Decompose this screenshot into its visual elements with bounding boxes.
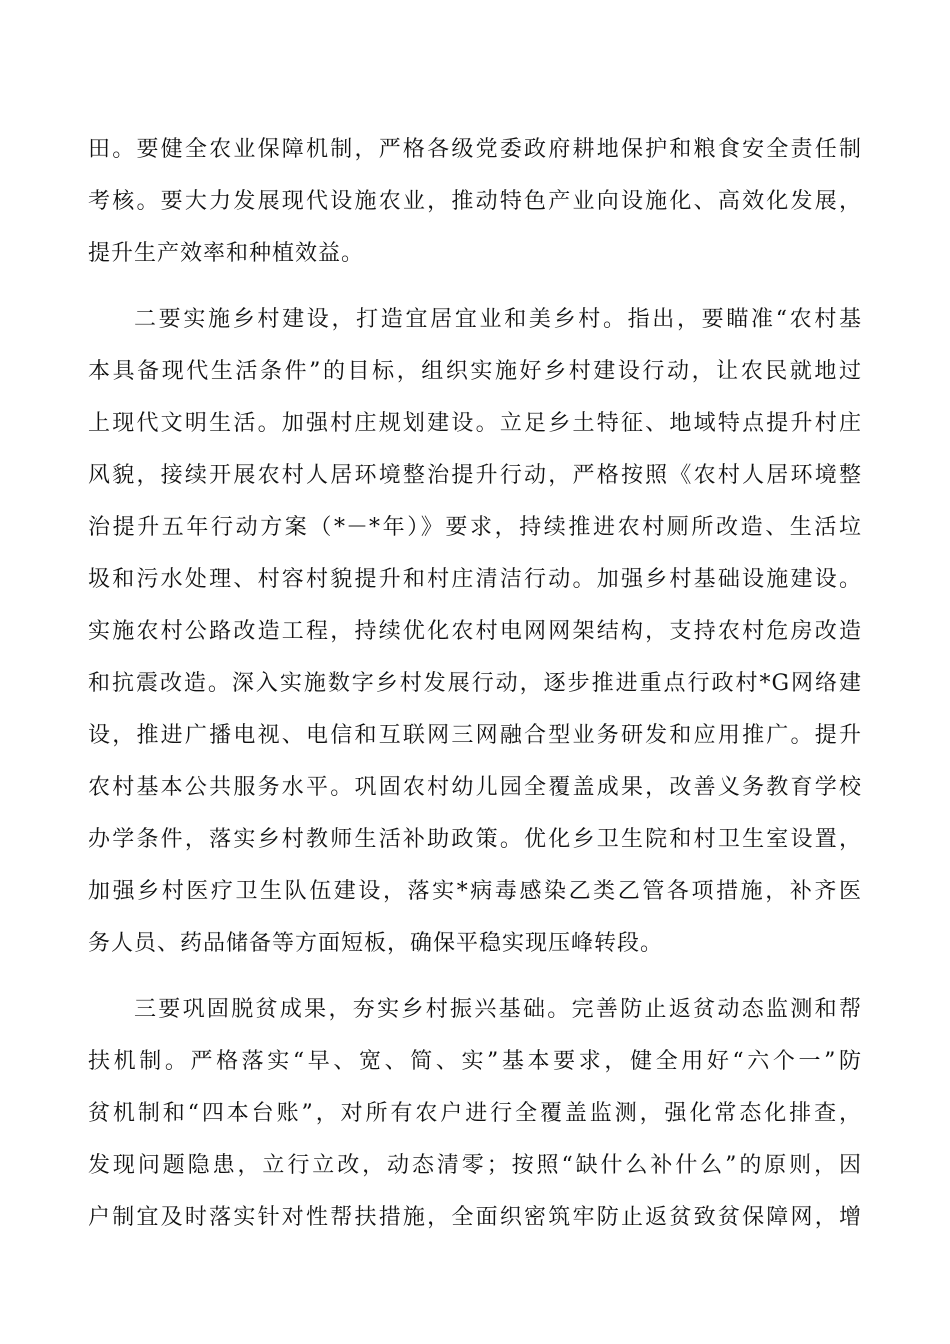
- text-line: 农村基本公共服务水平。巩固农村幼儿园全覆盖成果，改善义务教育学校: [88, 775, 862, 800]
- text-line: 二要实施乡村建设，打造宜居宜业和美乡村。指出，要瞄准“农村基: [134, 307, 862, 332]
- text-line: 治提升五年行动方案（*－*年）》要求，持续推进农村厕所改造、生活垃: [88, 515, 862, 540]
- text-line: 户制宜及时落实针对性帮扶措施，全面织密筑牢防止返贫致贫保障网，增: [88, 1205, 862, 1230]
- text-line: 上现代文明生活。加强村庄规划建设。立足乡土特征、地域特点提升村庄: [88, 411, 862, 436]
- paragraph-spacer: [88, 970, 862, 984]
- text-line: 设，推进广播电视、电信和互联网三网融合型业务研发和应用推广。提升: [88, 723, 862, 748]
- paragraph-spacer: [88, 280, 862, 294]
- text-line: 提升生产效率和种植效益。: [88, 241, 365, 266]
- paragraph-p3: [88, 984, 862, 1244]
- text-line: 扶机制。严格落实“早、宽、简、实”基本要求，健全用好“六个一”防: [88, 1049, 862, 1074]
- text-line: 三要巩固脱贫成果，夯实乡村振兴基础。完善防止返贫动态监测和帮: [134, 997, 862, 1022]
- text-line: 加强乡村医疗卫生队伍建设，落实*病毒感染乙类乙管各项措施，补齐医: [88, 879, 862, 904]
- text-line: 办学条件，落实乡村教师生活补助政策。优化乡卫生院和村卫生室设置，: [88, 827, 862, 852]
- text-line: 发现问题隐患，立行立改，动态清零；按照“缺什么补什么”的原则，因: [88, 1153, 862, 1178]
- document-body: [88, 124, 862, 1244]
- paragraph-p2: [88, 294, 862, 970]
- text-line: 本具备现代生活条件”的目标，组织实施好乡村建设行动，让农民就地过: [88, 359, 862, 384]
- paragraph-p1: [88, 124, 862, 280]
- text-line: 贫机制和“四本台账”，对所有农户进行全覆盖监测，强化常态化排查，: [88, 1101, 862, 1126]
- text-line: 和抗震改造。深入实施数字乡村发展行动，逐步推进重点行政村*G网络建: [88, 671, 862, 696]
- text-line: 考核。要大力发展现代设施农业，推动特色产业向设施化、高效化发展，: [88, 189, 862, 214]
- text-line: 田。要健全农业保障机制，严格各级党委政府耕地保护和粮食安全责任制: [88, 137, 862, 162]
- text-line: 务人员、药品储备等方面短板，确保平稳实现压峰转段。: [88, 931, 664, 956]
- text-line: 圾和污水处理、村容村貌提升和村庄清洁行动。加强乡村基础设施建设。: [88, 567, 862, 592]
- text-line: 风貌，接续开展农村人居环境整治提升行动，严格按照《农村人居环境整: [88, 463, 862, 488]
- text-line: 实施农村公路改造工程，持续优化农村电网网架结构，支持农村危房改造: [88, 619, 862, 644]
